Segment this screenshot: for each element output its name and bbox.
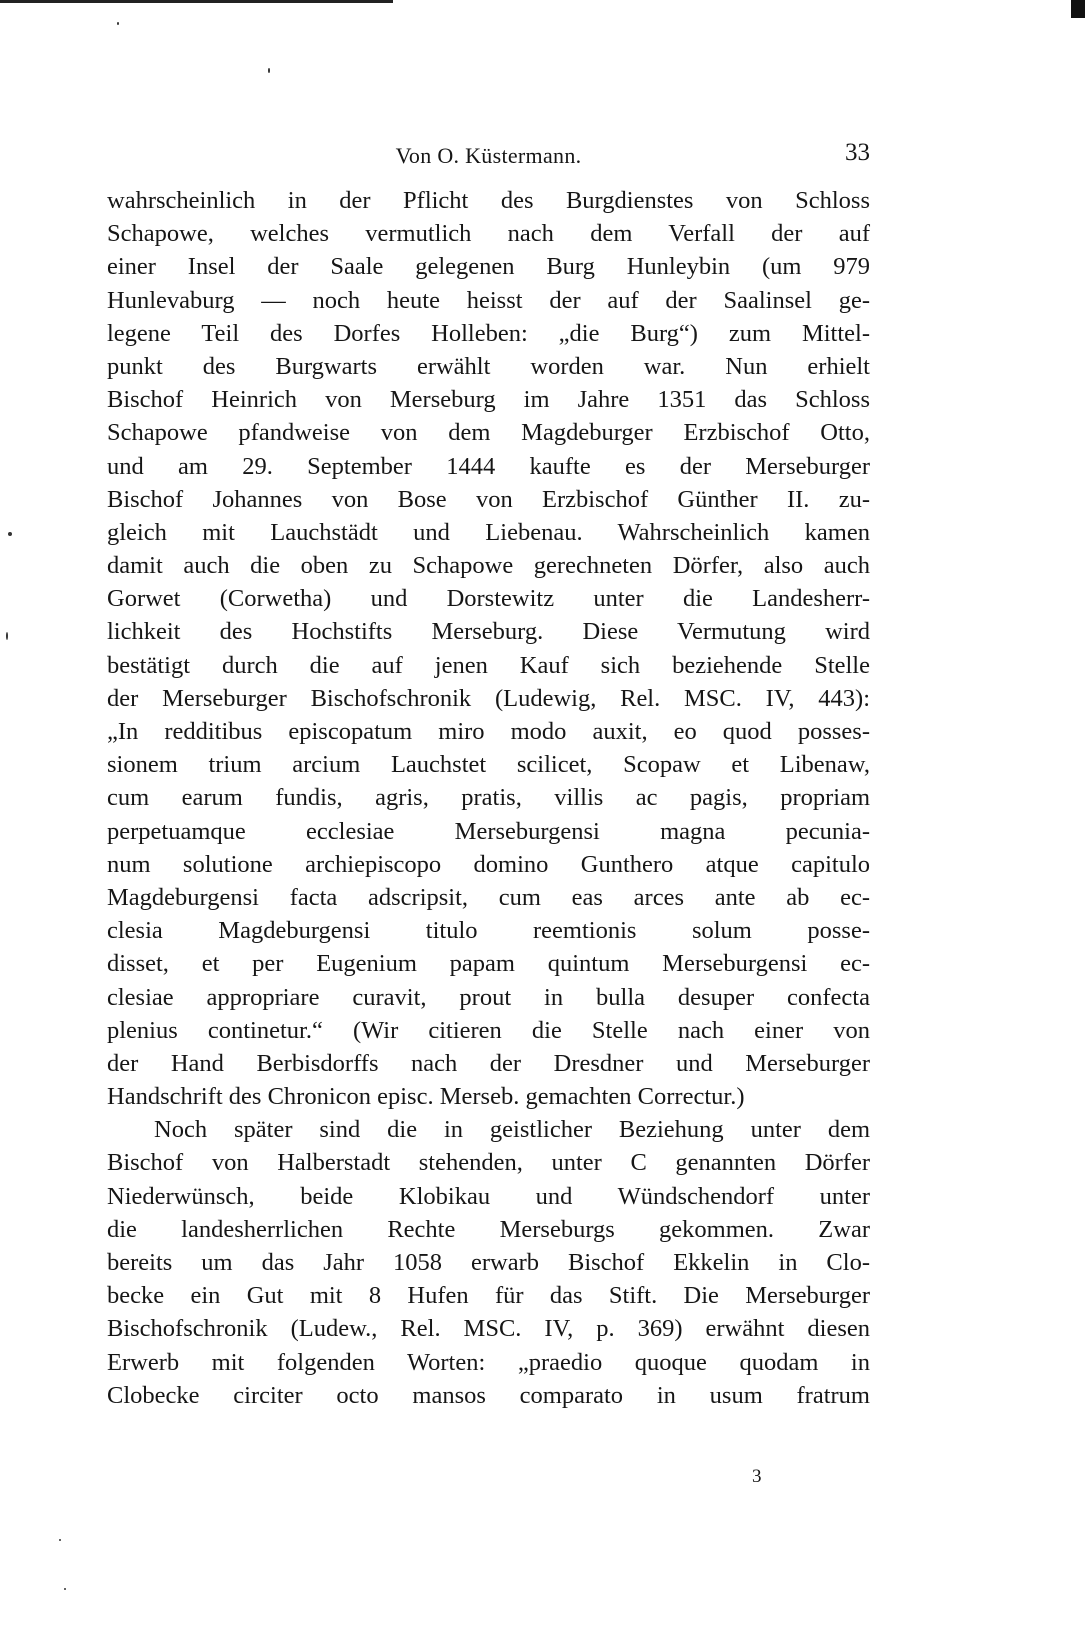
text-line: bereits um das Jahr 1058 erwarb Bischof Ekkelin in Clo-: [107, 1249, 870, 1276]
scan-speck: [64, 1588, 66, 1590]
page-number: 33: [845, 139, 870, 166]
scan-speck: [117, 22, 119, 25]
running-head: Von O. Küstermann.: [395, 143, 582, 168]
page-header: [107, 137, 870, 171]
text-line: num solutione archiepiscopo domino Gunthero atque capitulo: [107, 850, 870, 878]
text-line: plenius continetur.“ (Wir citieren die Stelle nach einer von: [107, 1016, 870, 1044]
text-line: clesia Magdeburgensi titulo reemtionis solum posse-: [107, 917, 870, 945]
text-line: der Merseburger Bischofschronik (Ludewig, Rel. MSC. IV, 443):: [107, 684, 870, 712]
corner-mark: [1071, 0, 1085, 18]
text-line: sionem trium arcium Lauchstet scilicet, Scopaw et Libenaw,: [107, 751, 870, 779]
text-line: Erwerb mit folgenden Worten: „praedio quoque quodam in: [107, 1348, 870, 1376]
text-line: Clobecke circiter octo mansos comparato in usum fratrum: [107, 1381, 870, 1409]
text-line: Bischof Johannes von Bose von Erzbischof Günther II. zu-: [107, 485, 870, 513]
text-line: Handschrift des Chronicon episc. Merseb. gemachten Correctur.): [107, 1083, 745, 1111]
scan-speck: [6, 632, 8, 640]
text-line: Schapowe pfandweise von dem Magdeburger Erzbischof Otto,: [107, 419, 870, 447]
text-line: Bischof von Halberstadt stehenden, unter C genannten Dörfer: [107, 1149, 870, 1177]
scan-speck: [8, 532, 12, 536]
text-line: perpetuamque ecclesiae Merseburgensi magna pecunia-: [107, 817, 870, 845]
text-line: gleich mit Lauchstädt und Liebenau. Wahrscheinlich kamen: [107, 518, 870, 546]
text-line: „In redditibus episcopatum miro modo auxit, eo quod posses-: [107, 718, 870, 745]
text-line: Bischofschronik (Ludew., Rel. MSC. IV, p. 369) erwähnt diesen: [107, 1315, 870, 1343]
text-line: legene Teil des Dorfes Holleben: „die Burg“) zum Mittel-: [107, 319, 870, 347]
text-line: und am 29. September 1444 kaufte es der Merseburger: [107, 452, 870, 480]
body-text: [107, 184, 870, 1412]
text-line: Niederwünsch, beide Klobikau und Wündschendorf unter: [107, 1182, 870, 1210]
text-line: punkt des Burgwarts erwählt worden war. Nun erhielt: [107, 352, 870, 380]
text-line: Noch später sind die in geistlicher Beziehung unter dem: [154, 1116, 870, 1144]
text-line: clesiae appropriare curavit, prout in bulla desuper confecta: [107, 983, 870, 1011]
text-line: lichkeit des Hochstifts Merseburg. Diese Vermutung wird: [107, 618, 870, 646]
text-line: wahrscheinlich in der Pflicht des Burgdienstes von Schloss: [107, 187, 870, 214]
text-line: Hunlevaburg — noch heute heisst der auf der Saalinsel ge-: [107, 286, 870, 314]
text-line: Bischof Heinrich von Merseburg im Jahre 1351 das Schloss: [107, 386, 870, 414]
scan-speck: [268, 68, 270, 73]
text-line: einer Insel der Saale gelegenen Burg Hunleybin (um 979: [107, 253, 870, 281]
text-line: disset, et per Eugenium papam quintum Merseburgensi ec-: [107, 950, 870, 978]
top-border-rule: [0, 0, 393, 3]
scan-speck: [59, 1539, 61, 1541]
signature-mark: 3: [752, 1466, 762, 1487]
text-line: Gorwet (Corwetha) und Dorstewitz unter die Landesherr-: [107, 585, 870, 613]
text-line: der Hand Berbisdorffs nach der Dresdner und Merseburger: [107, 1049, 870, 1077]
text-line: bestätigt durch die auf jenen Kauf sich beziehende Stelle: [107, 651, 870, 679]
text-line: Magdeburgensi facta adscripsit, cum eas arces ante ab ec-: [107, 883, 870, 911]
text-line: cum earum fundis, agris, pratis, villis ac pagis, propriam: [107, 784, 870, 812]
text-line: damit auch die oben zu Schapowe gerechneten Dörfer, also auch: [107, 552, 870, 580]
text-line: Schapowe, welches vermutlich nach dem Verfall der auf: [107, 220, 870, 248]
text-line: becke ein Gut mit 8 Hufen für das Stift. Die Merseburger: [107, 1282, 870, 1310]
text-line: die landesherrlichen Rechte Merseburgs gekommen. Zwar: [107, 1215, 870, 1243]
